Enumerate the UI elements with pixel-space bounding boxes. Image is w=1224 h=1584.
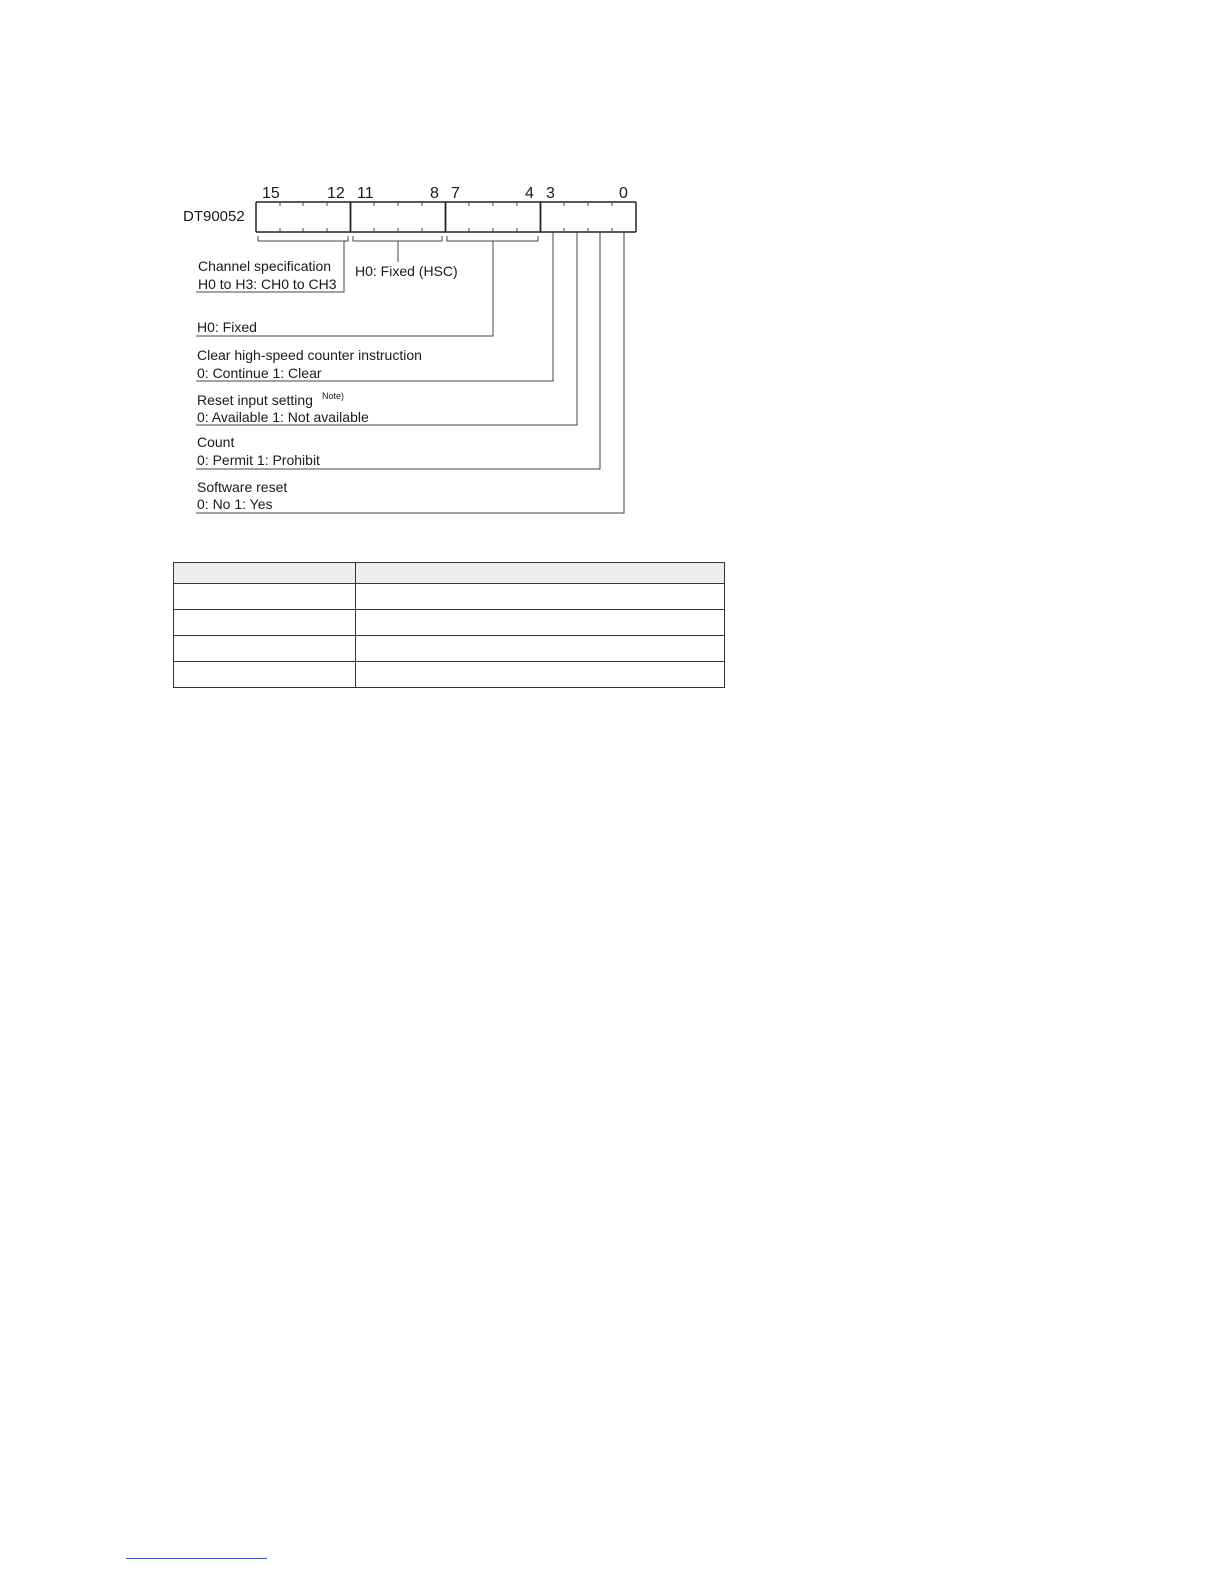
count-title: Count xyxy=(197,434,235,450)
software-reset-value: 0: No 1: Yes xyxy=(197,496,273,512)
clear-hsc-title: Clear high-speed counter instruction xyxy=(197,347,422,363)
bit-label-4: 4 xyxy=(525,185,534,202)
table-row xyxy=(174,584,725,610)
count-value: 0: Permit 1: Prohibit xyxy=(197,452,320,468)
channel-spec-value: H0 to H3: CH0 to CH3 xyxy=(198,276,337,292)
table-header-cell xyxy=(174,563,356,584)
table-cell xyxy=(174,636,356,662)
bit-label-7: 7 xyxy=(451,185,460,202)
table-cell xyxy=(174,584,356,610)
table-header-row xyxy=(174,563,725,584)
nibble-brackets xyxy=(258,236,538,241)
register-name: DT90052 xyxy=(183,208,245,225)
table-row xyxy=(174,636,725,662)
table-row xyxy=(174,662,725,688)
table-cell xyxy=(356,662,725,688)
empty-table xyxy=(173,562,725,688)
fixed-label: H0: Fixed xyxy=(197,319,257,335)
table-cell xyxy=(356,636,725,662)
fixed-hsc-label: H0: Fixed (HSC) xyxy=(355,263,458,279)
bit-label-0: 0 xyxy=(619,185,628,202)
table-cell xyxy=(174,662,356,688)
bit-label-11: 11 xyxy=(357,185,374,202)
bit-label-12: 12 xyxy=(327,185,345,202)
bit-label-3: 3 xyxy=(546,185,555,202)
software-reset-title: Software reset xyxy=(197,479,288,495)
table-cell xyxy=(356,610,725,636)
table-cell xyxy=(356,584,725,610)
clear-hsc-value: 0: Continue 1: Clear xyxy=(197,365,322,381)
reset-input-note: Note) xyxy=(322,391,345,401)
table-row xyxy=(174,610,725,636)
reset-input-title: Reset input setting xyxy=(197,392,313,408)
table-cell xyxy=(174,610,356,636)
reset-input-value: 0: Available 1: Not available xyxy=(197,409,369,425)
bit-label-15: 15 xyxy=(262,185,280,202)
bit-label-8: 8 xyxy=(430,185,439,202)
channel-spec-title: Channel specification xyxy=(198,258,332,274)
footnote-rule xyxy=(126,1558,267,1559)
register-box xyxy=(256,202,636,232)
table-header-cell xyxy=(356,563,725,584)
